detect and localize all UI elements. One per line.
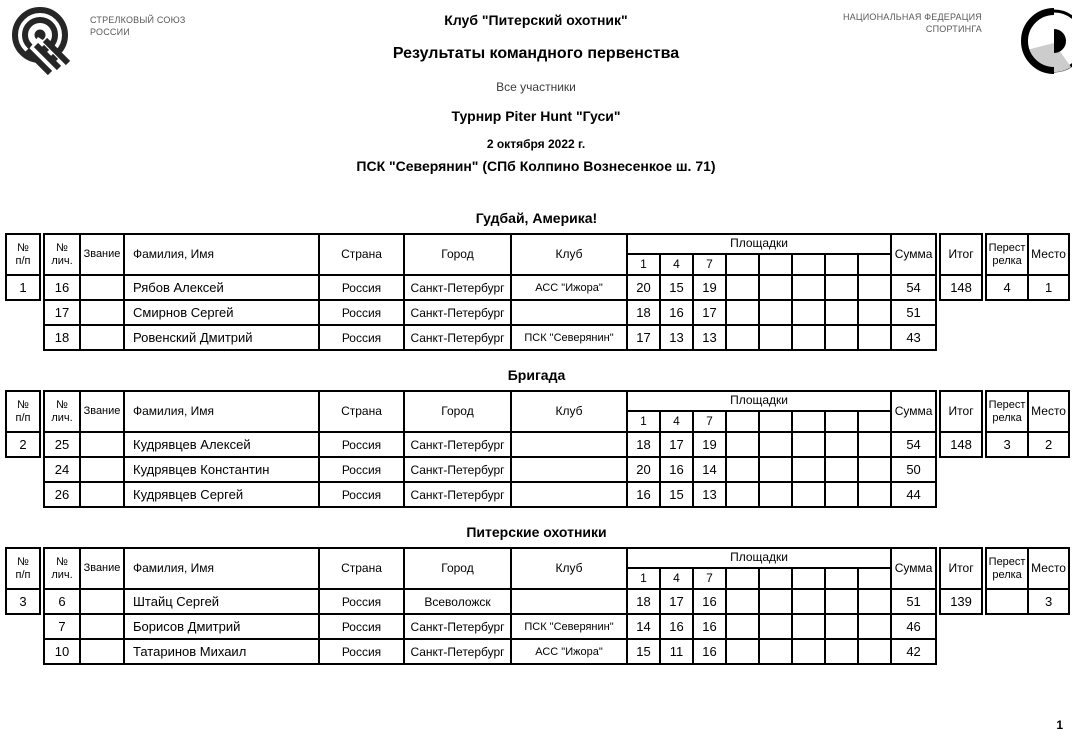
city-column-header: Город [404,548,511,589]
station-score-cell [759,432,792,457]
sum-cell: 42 [891,639,936,664]
club-column-header: Клуб [511,391,627,432]
station-score-cell [726,614,759,639]
station-score-cell [825,457,858,482]
name-column-header: Фамилия, Имя [124,234,319,275]
station-label: 7 [693,411,726,432]
seq-column-header: № п/п [6,391,40,432]
city-cell: Санкт-Петербург [404,457,511,482]
station-score-cell: 16 [660,300,693,325]
team-section [5,523,1068,665]
seq-cell [6,300,40,325]
station-score-cell [792,639,825,664]
station-score-cell [825,275,858,300]
member-id-column-header: № лич. [44,391,80,432]
club-cell [511,432,627,457]
member-id-cell: 10 [44,639,80,664]
total-cell [940,639,982,664]
club-cell [511,589,627,614]
station-score-cell [858,300,891,325]
station-score-cell [792,482,825,507]
place-column-header: Место [1028,548,1069,589]
rank-cell [80,639,124,664]
station-score-cell: 19 [693,275,726,300]
sum-cell: 54 [891,275,936,300]
table-row [6,589,1069,614]
country-cell: Россия [319,482,404,507]
station-score-cell [759,589,792,614]
station-score-cell: 19 [693,432,726,457]
station-score-cell [858,325,891,350]
station-score-cell [726,639,759,664]
station-score-cell: 15 [627,639,660,664]
station-score-cell: 16 [693,614,726,639]
team-sections-container [5,209,1068,665]
station-label [858,568,891,589]
club-column-header: Клуб [511,234,627,275]
total-cell [940,325,982,350]
total-column-header: Итог [940,391,982,432]
city-cell: Санкт-Петербург [404,639,511,664]
name-column-header: Фамилия, Имя [124,391,319,432]
shootoff-cell [986,614,1028,639]
sum-column-header: Сумма [891,548,936,589]
station-score-cell [759,614,792,639]
station-score-cell [858,432,891,457]
station-score-cell: 16 [660,457,693,482]
name-cell: Ровенский Дмитрий [124,325,319,350]
station-score-cell: 17 [660,589,693,614]
seq-cell [6,482,40,507]
club-cell [511,482,627,507]
station-score-cell [759,325,792,350]
shootoff-cell [986,300,1028,325]
rank-cell [80,432,124,457]
station-label: 1 [627,411,660,432]
station-score-cell: 14 [627,614,660,639]
station-score-cell [759,482,792,507]
left-org-line-1: СТРЕЛКОВЫЙ СОЮЗ [90,15,186,25]
shootoff-cell: 3 [986,432,1028,457]
member-id-column-header: № лич. [44,548,80,589]
station-score-cell: 13 [660,325,693,350]
shootoff-column-header: Перест релка [986,391,1028,432]
station-score-cell [759,457,792,482]
club-cell: АСС "Ижора" [511,275,627,300]
stations-group-header: Площадки [627,234,891,254]
shootoff-cell: 4 [986,275,1028,300]
page-number: 1 [1056,718,1063,732]
name-cell: Татаринов Михаил [124,639,319,664]
table-header-row [6,548,1069,568]
country-cell: Россия [319,589,404,614]
station-label [858,411,891,432]
station-label [825,411,858,432]
name-cell: Кудрявцев Алексей [124,432,319,457]
station-score-cell: 17 [693,300,726,325]
club-cell: ПСК "Северянин" [511,325,627,350]
rank-column-header: Звание [80,234,124,275]
country-column-header: Страна [319,391,404,432]
station-score-cell [858,457,891,482]
station-label [726,254,759,275]
rank-cell [80,275,124,300]
station-score-cell: 16 [693,589,726,614]
station-score-cell: 20 [627,275,660,300]
team-title: Питерские охотники [466,524,607,540]
seq-cell [6,614,40,639]
seq-cell [6,457,40,482]
station-score-cell: 16 [627,482,660,507]
station-score-cell [759,639,792,664]
table-row [6,300,1069,325]
sum-cell: 46 [891,614,936,639]
station-score-cell [759,300,792,325]
place-cell [1028,457,1069,482]
sum-cell: 44 [891,482,936,507]
total-cell: 148 [940,432,982,457]
table-header-row [6,391,1069,411]
station-score-cell: 18 [627,432,660,457]
station-score-cell [858,589,891,614]
rank-cell [80,614,124,639]
report-title: Результаты командного первенства [392,45,680,62]
name-cell: Борисов Дмитрий [124,614,319,639]
station-score-cell [726,482,759,507]
table-row [6,482,1069,507]
seq-cell: 3 [6,589,40,614]
table-row [6,457,1069,482]
rank-cell [80,325,124,350]
station-score-cell [726,325,759,350]
rank-column-header: Звание [80,548,124,589]
shootoff-cell [986,639,1028,664]
country-cell: Россия [319,614,404,639]
place-cell [1028,325,1069,350]
sum-cell: 54 [891,432,936,457]
team-results-table [5,547,1070,665]
station-score-cell [825,589,858,614]
station-score-cell [759,275,792,300]
rank-cell [80,300,124,325]
station-label [726,568,759,589]
place-column-header: Место [1028,391,1069,432]
station-score-cell [825,639,858,664]
station-label [825,568,858,589]
seq-column-header: № п/п [6,234,40,275]
place-column-header: Место [1028,234,1069,275]
name-cell: Смирнов Сергей [124,300,319,325]
name-cell: Кудрявцев Константин [124,457,319,482]
station-label: 1 [627,568,660,589]
member-id-cell: 18 [44,325,80,350]
table-row [6,325,1069,350]
station-score-cell: 15 [660,482,693,507]
station-score-cell [858,639,891,664]
station-label: 7 [693,254,726,275]
club-cell: ПСК "Северянин" [511,614,627,639]
member-id-cell: 17 [44,300,80,325]
station-score-cell [792,614,825,639]
total-column-header: Итог [940,234,982,275]
station-score-cell [792,325,825,350]
sum-column-header: Сумма [891,391,936,432]
shootoff-column-header: Перест релка [986,234,1028,275]
venue-line: ПСК "Северянин" (СПб Колпино Вознесенкое ш. 71) [356,158,716,174]
team-title: Бригада [507,367,566,383]
name-cell: Рябов Алексей [124,275,319,300]
table-row [6,614,1069,639]
station-score-cell [792,275,825,300]
station-label: 7 [693,568,726,589]
rank-cell [80,482,124,507]
place-cell [1028,639,1069,664]
table-row [6,275,1069,300]
city-cell: Санкт-Петербург [404,275,511,300]
sum-column-header: Сумма [891,234,936,275]
city-cell: Санкт-Петербург [404,300,511,325]
station-score-cell [858,275,891,300]
station-score-cell [726,589,759,614]
station-label: 4 [660,568,693,589]
place-cell [1028,300,1069,325]
country-column-header: Страна [319,234,404,275]
total-column-header: Итог [940,548,982,589]
city-cell: Санкт-Петербург [404,614,511,639]
station-score-cell [825,482,858,507]
member-id-cell: 26 [44,482,80,507]
station-label: 4 [660,411,693,432]
total-cell: 139 [940,589,982,614]
country-column-header: Страна [319,548,404,589]
member-id-column-header: № лич. [44,234,80,275]
team-results-table [5,233,1070,351]
seq-cell: 1 [6,275,40,300]
sum-cell: 51 [891,589,936,614]
shootoff-cell [986,457,1028,482]
name-cell: Кудрявцев Сергей [124,482,319,507]
stations-group-header: Площадки [627,391,891,411]
country-cell: Россия [319,300,404,325]
station-score-cell [825,300,858,325]
place-cell: 1 [1028,275,1069,300]
city-cell: Санкт-Петербург [404,432,511,457]
country-cell: Россия [319,432,404,457]
country-cell: Россия [319,325,404,350]
station-score-cell: 16 [693,639,726,664]
station-score-cell [792,457,825,482]
team-results-table [5,390,1070,508]
sum-cell: 51 [891,300,936,325]
seq-column-header: № п/п [6,548,40,589]
member-id-cell: 6 [44,589,80,614]
team-section [5,209,1068,351]
shootoff-cell [986,482,1028,507]
station-score-cell: 16 [660,614,693,639]
station-score-cell [726,457,759,482]
name-column-header: Фамилия, Имя [124,548,319,589]
tournament-title: Турнир Piter Hunt "Гуси" [451,108,621,124]
member-id-cell: 7 [44,614,80,639]
station-score-cell [726,300,759,325]
club-cell [511,300,627,325]
station-score-cell [825,432,858,457]
city-cell: Санкт-Петербург [404,325,511,350]
seq-cell [6,639,40,664]
table-header-row [6,234,1069,254]
station-score-cell: 17 [627,325,660,350]
station-score-cell [858,614,891,639]
station-label [858,254,891,275]
station-score-cell [825,614,858,639]
station-score-cell: 11 [660,639,693,664]
station-score-cell: 18 [627,300,660,325]
station-score-cell: 13 [693,325,726,350]
place-cell [1028,614,1069,639]
country-cell: Россия [319,639,404,664]
city-cell: Санкт-Петербург [404,482,511,507]
member-id-cell: 25 [44,432,80,457]
station-score-cell: 15 [660,275,693,300]
station-score-cell [792,589,825,614]
station-score-cell [858,482,891,507]
station-score-cell [726,432,759,457]
participants-filter: Все участники [496,80,576,94]
city-column-header: Город [404,391,511,432]
country-cell: Россия [319,275,404,300]
station-label [792,411,825,432]
sum-cell: 50 [891,457,936,482]
seq-cell [6,325,40,350]
shootoff-cell [986,325,1028,350]
station-score-cell: 14 [693,457,726,482]
country-cell: Россия [319,457,404,482]
shootoff-cell [986,589,1028,614]
rank-cell [80,589,124,614]
total-cell [940,614,982,639]
member-id-cell: 16 [44,275,80,300]
place-cell [1028,482,1069,507]
member-id-cell: 24 [44,457,80,482]
station-label [759,411,792,432]
club-cell [511,457,627,482]
sum-cell: 43 [891,325,936,350]
table-row [6,432,1069,457]
station-label: 1 [627,254,660,275]
total-cell [940,482,982,507]
station-label [792,568,825,589]
station-label [726,411,759,432]
club-title: Клуб "Питерский охотник" [444,12,628,28]
station-label [759,568,792,589]
station-score-cell [792,300,825,325]
station-label [759,254,792,275]
station-score-cell [792,432,825,457]
club-cell: АСС "Ижора" [511,639,627,664]
event-date: 2 октября 2022 г. [486,137,586,151]
place-cell: 3 [1028,589,1069,614]
place-cell: 2 [1028,432,1069,457]
station-label: 4 [660,254,693,275]
team-title: Гудбай, Америка! [475,210,598,226]
city-cell: Всеволожск [404,589,511,614]
table-row [6,639,1069,664]
station-score-cell: 18 [627,589,660,614]
stations-group-header: Площадки [627,548,891,568]
total-cell [940,457,982,482]
name-cell: Штайц Сергей [124,589,319,614]
total-cell: 148 [940,275,982,300]
station-score-cell: 20 [627,457,660,482]
station-score-cell [825,325,858,350]
station-label [792,254,825,275]
station-score-cell [726,275,759,300]
total-cell [940,300,982,325]
rank-cell [80,457,124,482]
station-label [825,254,858,275]
shootoff-column-header: Перест релка [986,548,1028,589]
right-org-line-2: СПОРТИНГА [925,23,982,34]
seq-cell: 2 [6,432,40,457]
team-section [5,366,1068,508]
rank-column-header: Звание [80,391,124,432]
station-score-cell: 13 [693,482,726,507]
left-org-line-2: РОССИИ [90,26,130,37]
club-column-header: Клуб [511,548,627,589]
right-org-line-1: НАЦИОНАЛЬНАЯ ФЕДЕРАЦИЯ [842,12,982,22]
station-score-cell: 17 [660,432,693,457]
city-column-header: Город [404,234,511,275]
